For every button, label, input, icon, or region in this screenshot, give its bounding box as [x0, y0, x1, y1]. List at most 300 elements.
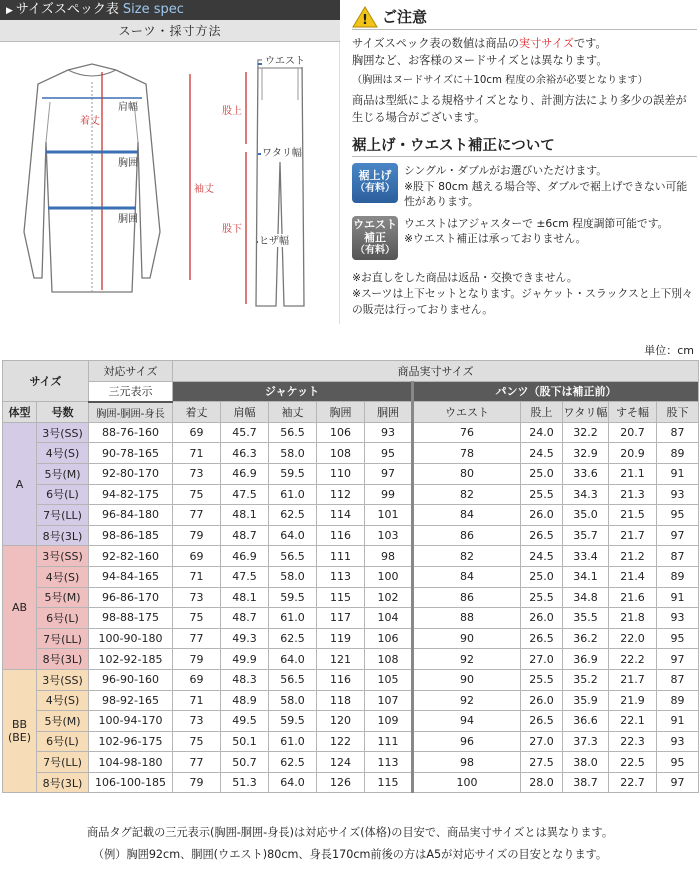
spec-cell: 45.7 — [221, 422, 269, 443]
size-number-cell: 5号(M) — [37, 463, 89, 484]
spec-cell: 113 — [365, 752, 413, 773]
spec-cell: 61.0 — [269, 608, 317, 629]
spec-cell: 27.0 — [521, 731, 563, 752]
spec-cell: 77 — [173, 752, 221, 773]
spec-cell: 22.5 — [609, 752, 657, 773]
size-number-cell: 5号(M) — [37, 587, 89, 608]
spec-cell: 78 — [413, 443, 521, 464]
spec-cell: 22.3 — [609, 731, 657, 752]
spec-cell: 87 — [657, 546, 699, 567]
size-number-cell: 7号(LL) — [37, 752, 89, 773]
hem-text — [404, 163, 697, 210]
spec-cell: 95 — [657, 752, 699, 773]
spec-cell: 50.7 — [221, 752, 269, 773]
size-number-cell: 6号(L) — [37, 484, 89, 505]
spec-cell: 62.5 — [269, 505, 317, 526]
spec-cell: 73 — [173, 711, 221, 732]
table-row — [3, 649, 699, 670]
spec-cell: 25.5 — [521, 669, 563, 690]
spec-cell: 26.0 — [521, 608, 563, 629]
unit-label: 単位：cm — [644, 344, 694, 357]
spec-cell: 89 — [657, 443, 699, 464]
table-row — [3, 525, 699, 546]
spec-cell: 90-78-165 — [89, 443, 173, 464]
waist-badge-paid: （有料） — [355, 244, 395, 256]
spec-cell: 95 — [657, 628, 699, 649]
spec-cell: 91 — [657, 463, 699, 484]
spec-cell: 69 — [173, 546, 221, 567]
table-row — [3, 443, 699, 464]
waist-label: ウエスト — [265, 56, 305, 67]
spec-cell: 117 — [317, 608, 365, 629]
spec-cell: 88 — [413, 608, 521, 629]
notice-line4: 商品は型紙による規格サイズとなり、計測方法により多少の誤差が生じる場合がございます。 — [352, 94, 687, 124]
hem-badge-paid: （有料） — [355, 183, 395, 194]
spec-cell: 36.2 — [563, 628, 609, 649]
spec-cell: 69 — [173, 669, 221, 690]
notice-line1-pre: サイズスペック表の数値は商品の — [352, 37, 519, 50]
spec-cell: 37.3 — [563, 731, 609, 752]
size-number-cell: 8号(3L) — [37, 525, 89, 546]
spec-cell: 56.5 — [269, 669, 317, 690]
spec-cell: 111 — [365, 731, 413, 752]
table-row — [3, 752, 699, 773]
table-row — [3, 669, 699, 690]
spec-cell: 20.7 — [609, 422, 657, 443]
spec-cell: 110 — [317, 463, 365, 484]
spec-cell: 58.0 — [269, 690, 317, 711]
waist-badge-label2: 補正 — [364, 230, 386, 244]
spec-cell: 90 — [413, 669, 521, 690]
col-header: ワタリ幅 — [563, 402, 609, 423]
spec-cell: 89 — [657, 566, 699, 587]
size-spec-table — [2, 360, 699, 793]
col-header: 袖丈 — [269, 402, 317, 423]
triangle-icon: ▶ — [6, 6, 13, 16]
spec-cell: 97 — [657, 525, 699, 546]
spec-cell: 95 — [657, 505, 699, 526]
sodetake-label: 袖丈 — [194, 184, 214, 195]
spec-cell: 105 — [365, 669, 413, 690]
spec-cell: 26.0 — [521, 690, 563, 711]
spec-cell: 96-86-170 — [89, 587, 173, 608]
table-row — [3, 628, 699, 649]
taikei-header: 体型 — [3, 402, 37, 423]
size-number-cell: 3号(SS) — [37, 546, 89, 567]
spec-cell: 122 — [317, 731, 365, 752]
spec-cell: 64.0 — [269, 525, 317, 546]
spec-cell: 21.3 — [609, 484, 657, 505]
spec-cell: 102-92-185 — [89, 649, 173, 670]
spec-cell: 91 — [657, 711, 699, 732]
spec-cell: 94-82-175 — [89, 484, 173, 505]
spec-cell: 108 — [317, 443, 365, 464]
spec-cell: 22.1 — [609, 711, 657, 732]
hem-line2: ※股下 80cm 越える場合等、ダブルで裾上げできない可能性があります。 — [404, 179, 688, 208]
waist-badge — [352, 216, 398, 260]
spec-cell: 24.0 — [521, 422, 563, 443]
hem-badge-label: 裾上げ — [358, 169, 392, 182]
taiou-header: 対応サイズ — [89, 361, 173, 382]
spec-cell: 96 — [413, 731, 521, 752]
spec-cell: 48.1 — [221, 587, 269, 608]
waist-line2: ※ウエスト補正は承っておりません。 — [404, 232, 587, 245]
spec-cell: 88-76-160 — [89, 422, 173, 443]
spec-cell: 98 — [365, 546, 413, 567]
size-number-cell: 4号(S) — [37, 690, 89, 711]
hem-waist-title: 裾上げ・ウエスト補正について — [352, 137, 555, 154]
sangen-header: 三元表示 — [89, 381, 173, 402]
size-number-cell: 4号(S) — [37, 566, 89, 587]
size-number-cell: 4号(S) — [37, 443, 89, 464]
spec-cell: 21.4 — [609, 566, 657, 587]
spec-cell: 84 — [413, 566, 521, 587]
spec-cell: 49.9 — [221, 649, 269, 670]
spec-cell: 100 — [413, 772, 521, 793]
spec-cell: 96-90-160 — [89, 669, 173, 690]
spec-cell: 93 — [365, 422, 413, 443]
spec-cell: 71 — [173, 690, 221, 711]
table-row — [3, 608, 699, 629]
notice-section — [352, 4, 697, 318]
spec-cell: 34.3 — [563, 484, 609, 505]
spec-cell: 24.5 — [521, 546, 563, 567]
spec-cell: 96-84-180 — [89, 505, 173, 526]
size-number-cell: 8号(3L) — [37, 649, 89, 670]
spec-cell: 62.5 — [269, 752, 317, 773]
spec-cell: 56.5 — [269, 546, 317, 567]
spec-cell: 82 — [413, 546, 521, 567]
spec-cell: 73 — [173, 463, 221, 484]
spec-cell: 93 — [657, 608, 699, 629]
waist-text — [404, 216, 668, 260]
spec-cell: 21.7 — [609, 669, 657, 690]
spec-cell: 61.0 — [269, 731, 317, 752]
muneui-label: 胸囲 — [118, 158, 138, 169]
spec-cell: 58.0 — [269, 566, 317, 587]
spec-cell: 101 — [365, 505, 413, 526]
col-header: すそ幅 — [609, 402, 657, 423]
notice-note2: ※スーツは上下セットとなります。ジャケット・スラックスと上下別々の販売は行っておりません。 — [352, 286, 693, 316]
spec-cell: 76 — [413, 422, 521, 443]
spec-cell: 21.9 — [609, 690, 657, 711]
notice-line1-post: です。 — [573, 37, 607, 50]
col-header: 股下 — [657, 402, 699, 423]
notice-line1-red: 実寸サイズ — [518, 37, 574, 50]
spec-cell: 100 — [365, 566, 413, 587]
spec-cell: 21.8 — [609, 608, 657, 629]
table-row — [3, 484, 699, 505]
spec-cell: 48.3 — [221, 669, 269, 690]
mataue-label: 股上 — [222, 106, 242, 117]
table-row — [3, 566, 699, 587]
spec-cell: 22.7 — [609, 772, 657, 793]
spec-cell: 92 — [413, 649, 521, 670]
spec-cell: 62.5 — [269, 628, 317, 649]
table-row — [3, 422, 699, 443]
spec-cell: 79 — [173, 772, 221, 793]
col-header: 肩幅 — [221, 402, 269, 423]
spec-cell: 87 — [657, 669, 699, 690]
spec-cell: 115 — [317, 587, 365, 608]
matashita-label: 股下 — [222, 224, 242, 235]
spec-cell: 35.7 — [563, 525, 609, 546]
spec-cell: 71 — [173, 566, 221, 587]
hiza-label: ヒザ幅 — [259, 236, 289, 247]
spec-cell: 87 — [657, 422, 699, 443]
spec-cell: 59.5 — [269, 711, 317, 732]
size-number-cell: 6号(L) — [37, 731, 89, 752]
spec-cell: 35.9 — [563, 690, 609, 711]
spec-cell: 94-84-165 — [89, 566, 173, 587]
watari-label: ワタリ幅 — [262, 148, 302, 159]
spec-cell: 49.3 — [221, 628, 269, 649]
spec-cell: 108 — [365, 649, 413, 670]
header-title: サイズスペック表 — [15, 2, 119, 17]
spec-cell: 48.9 — [221, 690, 269, 711]
spec-cell: 25.5 — [521, 484, 563, 505]
size-number-cell: 3号(SS) — [37, 422, 89, 443]
spec-cell: 99 — [365, 484, 413, 505]
spec-cell: 75 — [173, 608, 221, 629]
col-header: 胴囲 — [365, 402, 413, 423]
table-row — [3, 731, 699, 752]
size-table-body — [3, 422, 699, 793]
hem-line1: シングル・ダブルがお選びいただけます。 — [404, 164, 608, 177]
spec-cell: 47.5 — [221, 566, 269, 587]
spec-cell: 121 — [317, 649, 365, 670]
spec-cell: 48.1 — [221, 505, 269, 526]
spec-cell: 47.5 — [221, 484, 269, 505]
spec-cell: 98 — [413, 752, 521, 773]
spec-cell: 100-90-180 — [89, 628, 173, 649]
spec-cell: 49.5 — [221, 711, 269, 732]
table-row — [3, 711, 699, 732]
spec-cell: 102 — [365, 587, 413, 608]
spec-cell: 126 — [317, 772, 365, 793]
spec-cell: 58.0 — [269, 443, 317, 464]
spec-cell: 69 — [173, 422, 221, 443]
spec-cell: 21.1 — [609, 463, 657, 484]
spec-cell: 112 — [317, 484, 365, 505]
spec-cell: 46.9 — [221, 546, 269, 567]
spec-cell: 115 — [365, 772, 413, 793]
spec-cell: 103 — [365, 525, 413, 546]
body-type-cell: BB (BE) — [3, 669, 37, 793]
waist-line1: ウエストはアジャスターで ±6cm 程度調節可能です。 — [404, 216, 669, 230]
spec-cell: 34.8 — [563, 587, 609, 608]
page-header — [0, 0, 340, 20]
spec-cell: 59.5 — [269, 587, 317, 608]
body-type-cell: A — [3, 422, 37, 546]
spec-cell: 107 — [365, 690, 413, 711]
spec-cell: 27.5 — [521, 752, 563, 773]
spec-cell: 90 — [413, 628, 521, 649]
spec-cell: 48.7 — [221, 608, 269, 629]
size-number-cell: 8号(3L) — [37, 772, 89, 793]
table-row — [3, 772, 699, 793]
pants-header: パンツ（股下は補正前） — [413, 381, 699, 402]
spec-cell: 73 — [173, 587, 221, 608]
spec-cell: 64.0 — [269, 772, 317, 793]
spec-cell: 25.0 — [521, 463, 563, 484]
spec-cell: 20.9 — [609, 443, 657, 464]
spec-cell: 79 — [173, 649, 221, 670]
spec-cell: 51.3 — [221, 772, 269, 793]
spec-cell: 104 — [365, 608, 413, 629]
spec-cell: 82 — [413, 484, 521, 505]
spec-cell: 38.7 — [563, 772, 609, 793]
column-header-row — [3, 402, 699, 423]
kitake-label: 着丈 — [80, 116, 100, 127]
spec-cell: 92 — [413, 690, 521, 711]
col-header: 胸囲 — [317, 402, 365, 423]
spec-cell: 27.0 — [521, 649, 563, 670]
spec-cell: 92-82-160 — [89, 546, 173, 567]
spec-cell: 92-80-170 — [89, 463, 173, 484]
spec-cell: 113 — [317, 566, 365, 587]
measure-method-title: スーツ・採寸方法 — [0, 20, 340, 42]
spec-cell: 25.0 — [521, 566, 563, 587]
spec-cell: 98-88-175 — [89, 608, 173, 629]
size-number-cell: 7号(LL) — [37, 628, 89, 649]
spec-cell: 50.1 — [221, 731, 269, 752]
spec-cell: 98-86-185 — [89, 525, 173, 546]
spec-cell: 104-98-180 — [89, 752, 173, 773]
spec-cell: 33.4 — [563, 546, 609, 567]
spec-cell: 118 — [317, 690, 365, 711]
spec-cell: 84 — [413, 505, 521, 526]
hem-badge — [352, 163, 398, 203]
hem-row — [352, 163, 697, 210]
spec-cell: 35.0 — [563, 505, 609, 526]
spec-cell: 95 — [365, 443, 413, 464]
spec-cell: 93 — [657, 484, 699, 505]
mune-header: 胸囲-胴囲-身長 — [89, 402, 173, 423]
spec-cell: 120 — [317, 711, 365, 732]
spec-cell: 116 — [317, 669, 365, 690]
spec-cell: 71 — [173, 443, 221, 464]
spec-cell: 119 — [317, 628, 365, 649]
warning-icon — [352, 6, 378, 28]
spec-cell: 59.5 — [269, 463, 317, 484]
measurement-illustration — [0, 42, 340, 324]
spec-cell: 25.5 — [521, 587, 563, 608]
col-header: ウエスト — [413, 402, 521, 423]
header-title-en: Size spec — [122, 2, 184, 17]
table-row — [3, 463, 699, 484]
spec-cell: 102-96-175 — [89, 731, 173, 752]
notice-line1 — [352, 35, 697, 52]
spec-cell: 75 — [173, 731, 221, 752]
spec-cell: 33.6 — [563, 463, 609, 484]
table-row — [3, 587, 699, 608]
spec-cell: 26.5 — [521, 525, 563, 546]
spec-cell: 114 — [317, 505, 365, 526]
notice-heading — [352, 4, 697, 30]
table-row — [3, 546, 699, 567]
spec-cell: 116 — [317, 525, 365, 546]
spec-cell: 32.2 — [563, 422, 609, 443]
notice-line2: 胸囲など、お客様のヌードサイズとは異なります。 — [352, 54, 608, 67]
spec-cell: 94 — [413, 711, 521, 732]
size-number-cell: 7号(LL) — [37, 505, 89, 526]
spec-cell: 86 — [413, 525, 521, 546]
spec-cell: 75 — [173, 484, 221, 505]
col-header: 股上 — [521, 402, 563, 423]
size-header: サイズ — [3, 361, 89, 402]
spec-cell: 28.0 — [521, 772, 563, 793]
spec-cell: 26.5 — [521, 711, 563, 732]
spec-cell: 106-100-185 — [89, 772, 173, 793]
spec-cell: 106 — [317, 422, 365, 443]
spec-cell: 36.6 — [563, 711, 609, 732]
size-number-cell: 5号(M) — [37, 711, 89, 732]
spec-cell: 111 — [317, 546, 365, 567]
col-header: 着丈 — [173, 402, 221, 423]
spec-cell: 38.0 — [563, 752, 609, 773]
spec-cell: 77 — [173, 628, 221, 649]
spec-cell: 80 — [413, 463, 521, 484]
spec-cell: 22.0 — [609, 628, 657, 649]
spec-cell: 77 — [173, 505, 221, 526]
waist-row — [352, 216, 697, 260]
spec-cell: 106 — [365, 628, 413, 649]
notice-title: ご注意 — [382, 8, 428, 26]
spec-cell: 35.5 — [563, 608, 609, 629]
svg-text:!: ! — [362, 12, 368, 28]
spec-cell: 21.5 — [609, 505, 657, 526]
spec-cell: 100-94-170 — [89, 711, 173, 732]
spec-cell: 26.0 — [521, 505, 563, 526]
spec-cell: 22.2 — [609, 649, 657, 670]
spec-cell: 21.2 — [609, 546, 657, 567]
spec-cell: 79 — [173, 525, 221, 546]
notice-note1: ※お直しをした商品は返品・交換できません。 — [352, 270, 578, 284]
spec-cell: 97 — [657, 772, 699, 793]
spec-cell: 32.9 — [563, 443, 609, 464]
spec-cell: 61.0 — [269, 484, 317, 505]
spec-cell: 91 — [657, 587, 699, 608]
spec-cell: 48.7 — [221, 525, 269, 546]
spec-cell: 97 — [365, 463, 413, 484]
spec-cell: 24.5 — [521, 443, 563, 464]
size-number-cell: 3号(SS) — [37, 669, 89, 690]
suit-diagram — [0, 42, 340, 324]
spec-cell: 56.5 — [269, 422, 317, 443]
footer-note1: 商品タグ記載の三元表示(胸囲-胴囲-身長)は対応サイズ(体格)の目安で、商品実寸サイズとは異なります。 — [86, 826, 614, 839]
katahaba-label: 肩幅 — [118, 102, 138, 113]
spec-cell: 109 — [365, 711, 413, 732]
spec-cell: 35.2 — [563, 669, 609, 690]
size-number-cell: 6号(L) — [37, 608, 89, 629]
spec-cell: 89 — [657, 690, 699, 711]
doui-label: 胴囲 — [118, 214, 138, 225]
spec-cell: 46.3 — [221, 443, 269, 464]
waist-badge-label: ウエスト — [353, 217, 397, 231]
spec-cell: 86 — [413, 587, 521, 608]
spec-cell: 98-92-165 — [89, 690, 173, 711]
gousuu-header: 号数 — [37, 402, 89, 423]
spec-cell: 97 — [657, 649, 699, 670]
footer-note2: （例）胸囲92cm、胴囲(ウエスト)80cm、身長170cm前後の方はA5が対応サイズの目安となります。 — [92, 848, 608, 861]
spec-cell: 46.9 — [221, 463, 269, 484]
body-type-cell: AB — [3, 546, 37, 670]
spec-cell: 21.7 — [609, 525, 657, 546]
spec-cell: 34.1 — [563, 566, 609, 587]
jacket-header: ジャケット — [173, 381, 413, 402]
spec-cell: 64.0 — [269, 649, 317, 670]
